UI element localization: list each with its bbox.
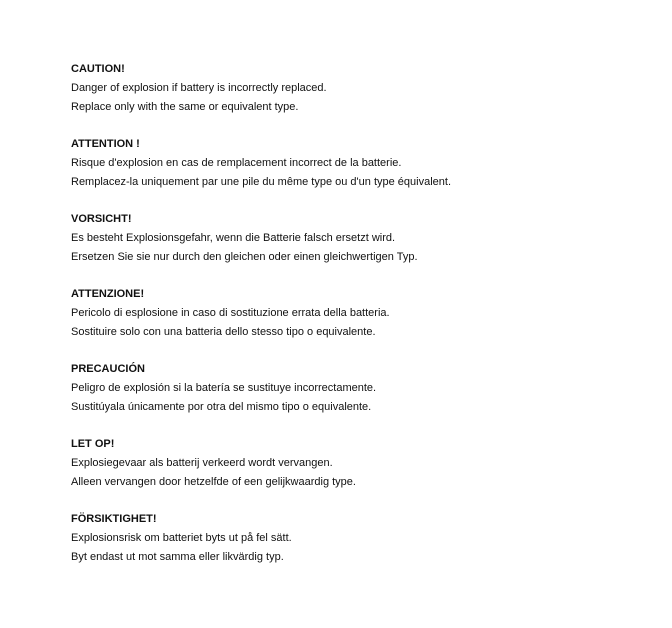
section-line: Replace only with the same or equivalent type. [71, 101, 299, 113]
section-line: Pericolo di esplosione in caso di sostituzione errata della batteria. [71, 307, 390, 319]
section-line: Peligro de explosión si la batería se sustituye incorrectamente. [71, 382, 377, 394]
section-heading: FÖRSIKTIGHET! [71, 513, 157, 525]
section-line: Remplacez-la uniquement par une pile du même type ou d'un type équivalent. [71, 176, 451, 188]
section-line: Explosionsrisk om batteriet byts ut på fel sätt. [71, 532, 292, 544]
section-line: Ersetzen Sie sie nur durch den gleichen oder einen gleichwertigen Typ. [71, 251, 418, 263]
section-heading: VORSICHT! [71, 213, 132, 225]
warning-section-german [71, 210, 651, 267]
section-line: Danger of explosion if battery is incorrectly replaced. [71, 82, 327, 94]
warning-section-french [71, 135, 651, 192]
section-line: Byt endast ut mot samma eller likvärdig typ. [71, 551, 284, 563]
section-heading: PRECAUCIÓN [71, 363, 145, 375]
section-line: Risque d'explosion en cas de remplacement incorrect de la batterie. [71, 157, 402, 169]
section-heading: ATTENTION ! [71, 138, 140, 150]
section-heading: ATTENZIONE! [71, 288, 145, 300]
warning-section-italian [71, 285, 651, 342]
warning-section-swedish [71, 510, 651, 567]
section-heading: CAUTION! [71, 63, 125, 75]
section-line: Sustitúyala únicamente por otra del mismo tipo o equivalente. [71, 401, 372, 413]
section-line: Sostituire solo con una batteria dello stesso tipo o equivalente. [71, 326, 376, 338]
warning-section-spanish [71, 360, 651, 417]
warning-section-english [71, 60, 651, 117]
section-line: Es besteht Explosionsgefahr, wenn die Batterie falsch ersetzt wird. [71, 232, 396, 244]
section-line: Explosiegevaar als batterij verkeerd wordt vervangen. [71, 457, 333, 469]
document-page [71, 60, 651, 585]
section-line: Alleen vervangen door hetzelfde of een gelijkwaardig type. [71, 476, 356, 488]
warning-section-dutch [71, 435, 651, 492]
section-heading: LET OP! [71, 438, 115, 450]
